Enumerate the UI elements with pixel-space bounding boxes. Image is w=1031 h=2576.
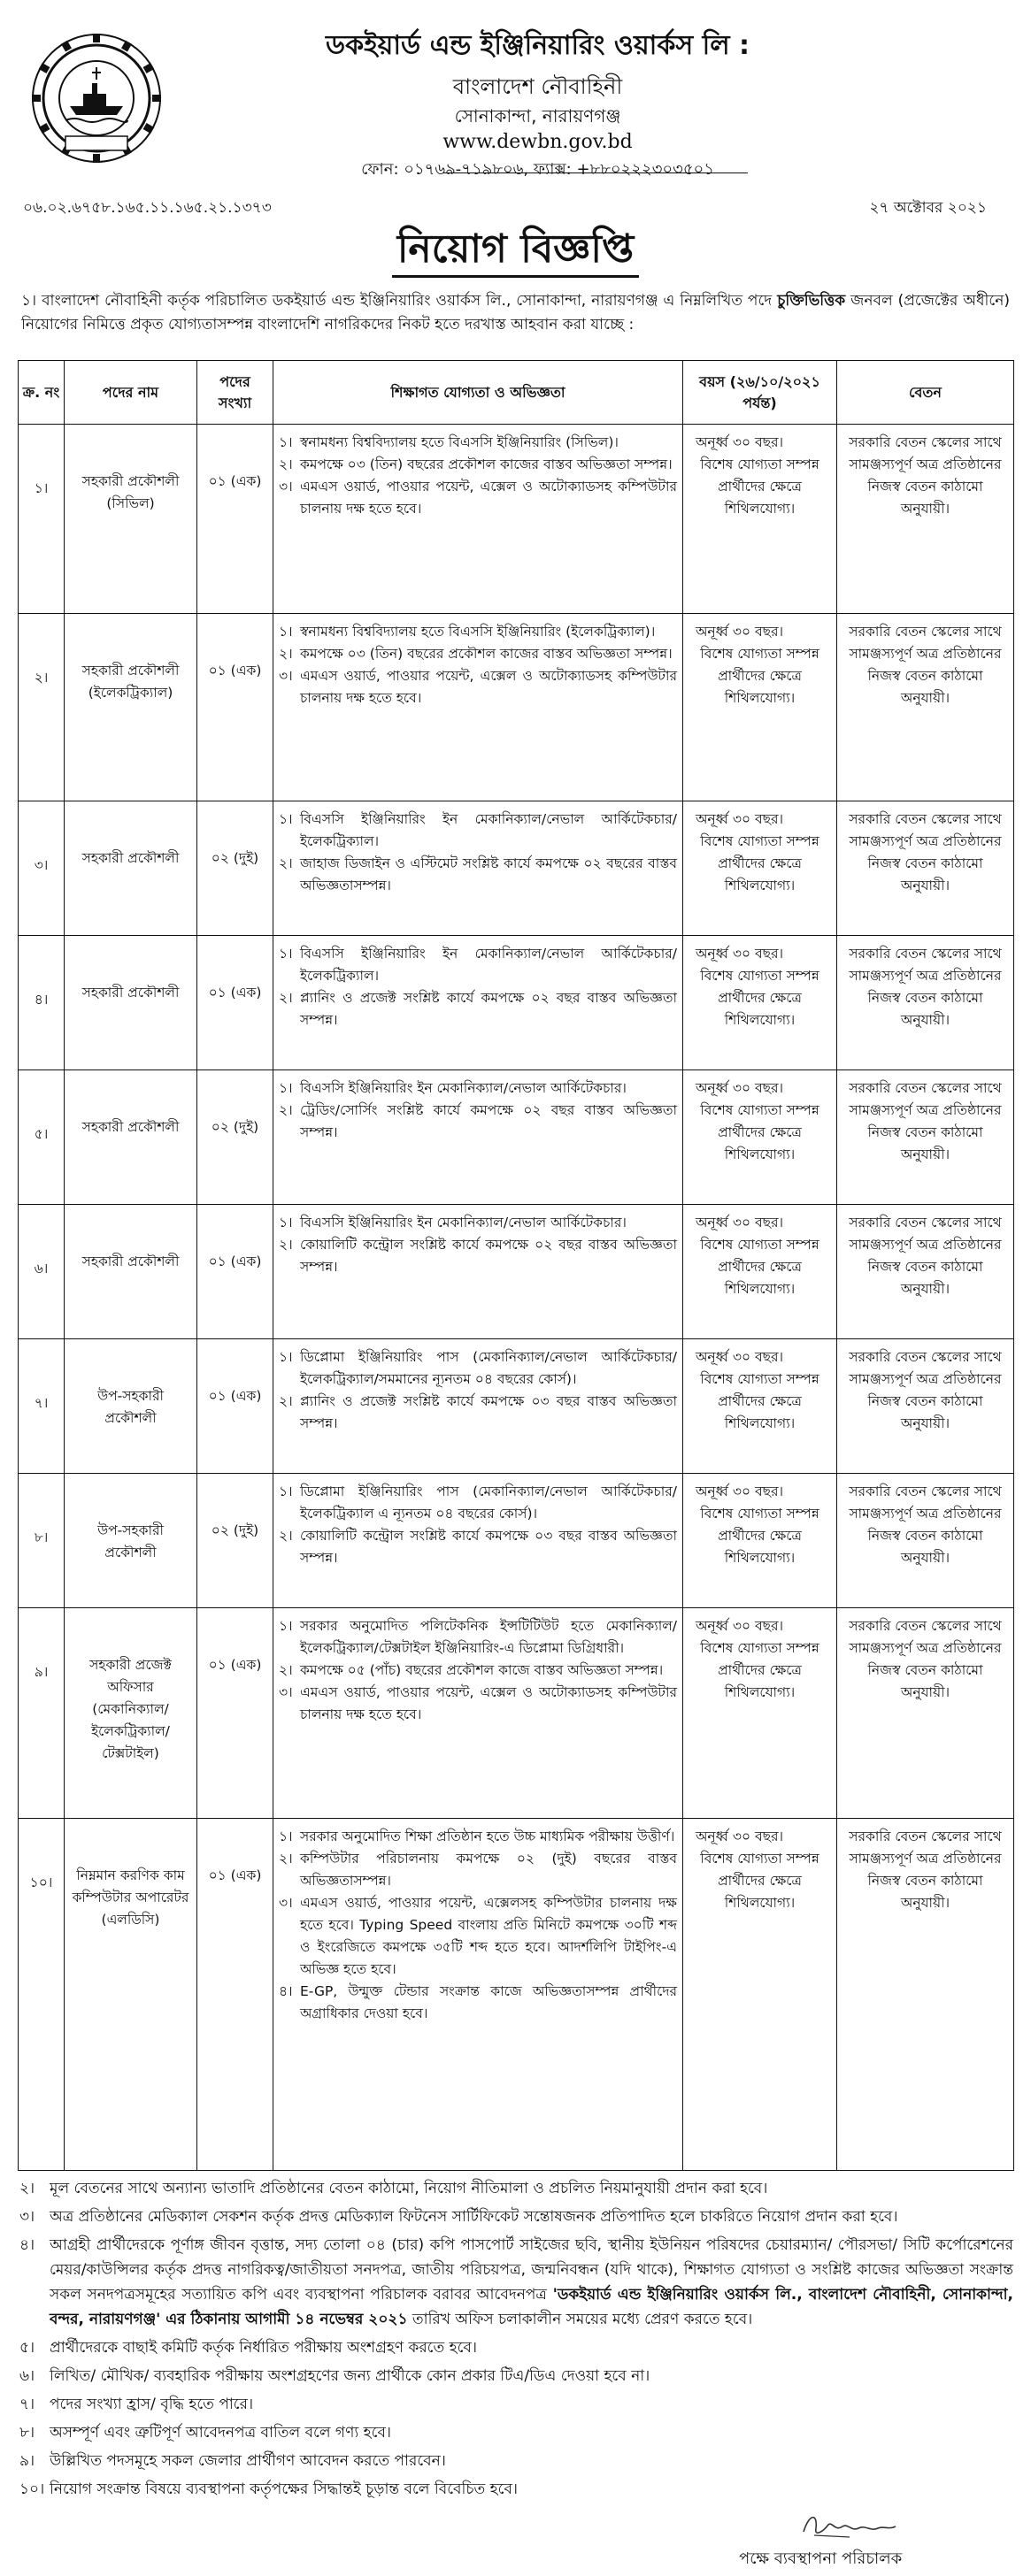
qualification-item xyxy=(279,665,677,709)
row-salary: সরকারি বেতন স্কেলের সাথে সামঞ্জস্যপূর্ণ অত্র প্রতিষ্ঠানের নিজস্ব বেতন কাঠামো অনুযায়ী। xyxy=(837,801,1014,936)
col-header-post: পদের নাম xyxy=(65,361,197,425)
qualification-text: সরকার অনুমোদিত শিক্ষা প্রতিষ্ঠান হতে উচ্চ মাধ্যমিক পরীক্ষায় উত্তীর্ণ। xyxy=(300,1828,675,1844)
qualification-item xyxy=(279,643,677,665)
row-qualifications xyxy=(273,1608,683,1819)
website: www.dewbn.gov.bd xyxy=(442,131,633,153)
row-serial: ১। xyxy=(19,425,65,614)
row-post-count: ০১ (এক) xyxy=(197,425,273,614)
row-post-count: ০১ (এক) xyxy=(197,1819,273,2171)
signature-block xyxy=(18,2505,1013,2576)
qualification-text: প্ল্যানিং ও প্রজেক্ট সংশ্লিষ্ট কার্যে কমপক্ষে ০২ বছর বাস্তব অভিজ্ঞতা সম্পন্ন। xyxy=(300,990,677,1028)
table-row xyxy=(19,1474,1014,1608)
notes-section xyxy=(18,2176,1013,2502)
qualification-text: এমএস ওয়ার্ড, পাওয়ার পয়েন্ট, এক্সেল ও অটোক্যাডসহ কম্পিউটার চালনায় দক্ষ হতে হবে। xyxy=(300,479,677,517)
dew-logo-icon xyxy=(30,32,163,165)
page-title: নিয়োগ বিজ্ঞপ্তি xyxy=(392,224,639,278)
age-line: প্রার্থীদের ক্ষেত্রে xyxy=(718,1873,802,1889)
qualification-text: কমপক্ষে ০৫ (পাঁচ) বছরের প্রকৌশল কাজে বাস্তব অভিজ্ঞতা সম্পন্ন। xyxy=(300,1662,664,1678)
age-line: প্রার্থীদের ক্ষেত্রে xyxy=(718,1528,802,1544)
vacancy-table xyxy=(18,360,1014,2171)
qualification-item xyxy=(279,1892,677,1981)
row-serial: ৪। xyxy=(19,936,65,1070)
note-item xyxy=(18,2477,1013,2502)
table-row xyxy=(19,936,1014,1070)
note-item xyxy=(18,2176,1013,2201)
qualification-number: ১। xyxy=(279,946,293,962)
row-qualifications xyxy=(273,425,683,614)
qualification-item xyxy=(279,1682,677,1726)
col-header-age: বয়স (২৬/১০/২০২১ পর্যন্ত) xyxy=(683,361,837,425)
note-number: ৬। xyxy=(19,2367,35,2385)
table-header-row xyxy=(19,361,1014,425)
letterhead-text xyxy=(195,28,881,182)
qualification-number: ২। xyxy=(279,855,293,871)
qualification-number: ২। xyxy=(279,990,293,1006)
note-text-part: মূল বেতনের সাথে অন্যান্য ভাতাদি প্রতিষ্ঠানের বেতন কাঠামো, নিয়োগ নীতিমালা ও প্রচলিত নিয়মানুযায়ী প্রদান করা হবে। xyxy=(50,2180,768,2197)
table-row xyxy=(19,801,1014,936)
qualification-text: স্বনামধন্য বিশ্ববিদ্যালয় হতে বিএসসি ইঞ্জিনিয়ারিং (ইলেকট্রিক্যাল)। xyxy=(300,624,656,640)
row-post-count: ০২ (দুই) xyxy=(197,801,273,936)
age-line: শিথিলযোগ্য। xyxy=(724,1281,796,1297)
age-line: অনূর্ধ্ব ৩০ বছর। xyxy=(696,1349,784,1365)
row-serial: ৮। xyxy=(19,1474,65,1608)
qualification-number: ৩। xyxy=(279,1684,293,1700)
row-post-name: উপ-সহকারী প্রকৌশলী xyxy=(65,1339,197,1474)
qualification-item xyxy=(279,1346,677,1391)
row-salary: সরকারি বেতন স্কেলের সাথে সামঞ্জস্যপূর্ণ অত্র প্রতিষ্ঠানের নিজস্ব বেতন কাঠামো অনুযায়ী। xyxy=(837,1205,1014,1339)
row-age-limit xyxy=(683,1474,837,1608)
note-text xyxy=(50,2392,1013,2417)
age-line: অনূর্ধ্ব ৩০ বছর। xyxy=(696,1828,784,1844)
note-number: ৭। xyxy=(19,2396,35,2413)
age-line: প্রার্থীদের ক্ষেত্রে xyxy=(718,1259,802,1275)
qualification-text: কম্পিউটার পরিচালনায় কমপক্ষে ০২ (দুই) বছরের বাস্তব অভিজ্ঞতাসম্পন্ন। xyxy=(300,1851,677,1889)
qualification-text: বিএসসি ইঞ্জিনিয়ারিং ইন মেকানিক্যাল/নেভাল আর্কিটেকচার/ইলেকট্রিক্যাল। xyxy=(300,946,677,984)
row-age-limit xyxy=(683,1608,837,1819)
note-text xyxy=(50,2204,1013,2229)
qualification-item xyxy=(279,809,677,853)
reference-row xyxy=(18,194,1013,224)
row-post-count: ০১ (এক) xyxy=(197,614,273,801)
age-line: শিথিলযোগ্য। xyxy=(724,1146,796,1162)
note-number: ৫। xyxy=(19,2339,35,2357)
qualification-item xyxy=(279,943,677,987)
intro-text-1: বাংলাদেশ নৌবাহিনী কর্তৃক পরিচালিত ডকইয়ার্ড এন্ড ইঞ্জিনিয়ারিং ওয়ার্কস লি., সোনাকান্দা, নারায়ণগঞ্জ এ নিম্নলিখিত পদে xyxy=(42,292,773,310)
age-line: বিশেষ যোগ্যতা সম্পন্ন xyxy=(700,1640,819,1656)
qualification-number: ২। xyxy=(279,646,293,662)
qualification-item xyxy=(279,1848,677,1892)
signature-icon xyxy=(796,2505,903,2544)
qualification-item xyxy=(279,454,677,476)
note-item xyxy=(18,2233,1013,2332)
age-line: প্রার্থীদের ক্ষেত্রে xyxy=(718,855,802,871)
qualification-text: ডিপ্লোমা ইঞ্জিনিয়ারিং পাস (মেকানিক্যাল/নেভাল আর্কিটেকচার/ইলেকট্রিক্যাল/সমমানের ন্যূনতম ০৪ বছরের কোর্স)। xyxy=(300,1349,677,1387)
table-row xyxy=(19,1205,1014,1339)
age-line: প্রার্থীদের ক্ষেত্রে xyxy=(718,990,802,1006)
row-post-name: সহকারী প্রকৌশলী xyxy=(65,1205,197,1339)
row-qualifications xyxy=(273,936,683,1070)
age-line: বিশেষ যোগ্যতা সম্পন্ন xyxy=(700,968,819,984)
note-item xyxy=(18,2392,1013,2417)
row-serial: ৭। xyxy=(19,1339,65,1474)
row-qualifications xyxy=(273,801,683,936)
age-line: বিশেষ যোগ্যতা সম্পন্ন xyxy=(700,456,819,472)
signatory: পক্ষে ব্যবস্থাপনা পরিচালক xyxy=(739,2549,903,2568)
note-text xyxy=(50,2449,1013,2473)
note-number: ৩। xyxy=(19,2208,35,2226)
row-salary: সরকারি বেতন স্কেলের সাথে সামঞ্জস্যপূর্ণ অত্র প্রতিষ্ঠানের নিজস্ব বেতন কাঠামো অনুযায়ী। xyxy=(837,1819,1014,2171)
age-line: প্রার্থীদের ক্ষেত্রে xyxy=(718,479,802,494)
table-row xyxy=(19,1070,1014,1205)
table-row xyxy=(19,1819,1014,2171)
note-text xyxy=(50,2176,1013,2201)
qualification-number: ৩। xyxy=(279,479,293,494)
row-post-count: ০২ (দুই) xyxy=(197,1474,273,1608)
note-item xyxy=(18,2204,1013,2229)
qualification-text: কোয়ালিটি কন্ট্রোল সংশ্লিষ্ট কার্যে কমপক্ষে ০২ বছর বাস্তব অভিজ্ঞতা সম্পন্ন। xyxy=(300,1237,677,1275)
row-qualifications xyxy=(273,1070,683,1205)
qualification-item xyxy=(279,621,677,643)
qualification-item xyxy=(279,476,677,520)
age-line: শিথিলযোগ্য। xyxy=(724,878,796,893)
qualification-number: ২। xyxy=(279,1851,293,1867)
qualification-item xyxy=(279,853,677,897)
table-row xyxy=(19,1339,1014,1474)
age-line: শিথিলযোগ্য। xyxy=(724,1684,796,1700)
col-header-salary: বেতন xyxy=(837,361,1014,425)
qualification-number: ২। xyxy=(279,1528,293,1544)
age-line: শিথিলযোগ্য। xyxy=(724,1415,796,1431)
qualification-number: ৩। xyxy=(279,668,293,684)
qualification-text: সরকার অনুমোদিত পলিটেকনিক ইন্সটিটিউট হতে মেকানিক্যাল/ইলেকট্রিক্যাল/টেক্সটাইল ইঞ্জিনিয়ারিং-এ ডিপ্লোমা ডিগ্রিধারী। xyxy=(300,1618,677,1656)
qualification-number: ২। xyxy=(279,456,293,472)
age-line: বিশেষ যোগ্যতা সম্পন্ন xyxy=(700,833,819,849)
note-text-part: লিখিত/ মৌখিক/ ব্যবহারিক পরীক্ষায় অংশগ্রহণের জন্য প্রার্থীকে কোন প্রকার টিএ/ডিএ দেওয়া হবে না। xyxy=(50,2367,650,2385)
qualification-number: ১। xyxy=(279,434,293,450)
organization-name: ডকইয়ার্ড এন্ড ইঞ্জিনিয়ারিং ওয়ার্কস লি : xyxy=(326,30,750,61)
qualification-item xyxy=(279,1615,677,1660)
qualification-number: ১। xyxy=(279,811,293,827)
row-age-limit xyxy=(683,1819,837,2171)
row-serial: ২। xyxy=(19,614,65,801)
note-number: ৯। xyxy=(19,2452,35,2470)
vacancy-rows xyxy=(19,425,1014,2171)
note-text-part: প্রার্থীদেরকে বাছাই কমিটি কর্তৃক নির্ধারিত পরীক্ষায় অংশগ্রহণ করতে হবে। xyxy=(50,2339,477,2357)
row-post-name: সহকারী প্রজেক্ট অফিসার (মেকানিক্যাল/ ইলেকট্রিক্যাল/ টেক্সটাইল) xyxy=(65,1608,197,1819)
row-post-count: ০১ (এক) xyxy=(197,1339,273,1474)
qualification-item xyxy=(279,1212,677,1234)
col-header-qualification: শিক্ষাগত যোগ্যতা ও অভিজ্ঞতা xyxy=(273,361,683,425)
location: সোনাকান্দা, নারায়ণগঞ্জ xyxy=(454,105,621,126)
phone-fax: ফোন: ০১৭৬৯-৭১৯৮০৬, ফ্যাক্স: +৮৮০২২২৩০৩৫০১ xyxy=(361,160,714,179)
age-line: অনূর্ধ্ব ৩০ বছর। xyxy=(696,624,784,640)
qualification-number: ২। xyxy=(279,1662,293,1678)
note-text xyxy=(50,2335,1013,2360)
age-line: অনূর্ধ্ব ৩০ বছর। xyxy=(696,1618,784,1634)
note-text xyxy=(50,2233,1013,2332)
qualification-number: ৩। xyxy=(279,1895,293,1911)
row-post-name: সহকারী প্রকৌশলী (ইলেকট্রিক্যাল) xyxy=(65,614,197,801)
qualification-text: বিএসসি ইঞ্জিনিয়ারিং ইন মেকানিক্যাল/নেভাল আর্কিটেকচার/ইলেকট্রিক্যাল। xyxy=(300,811,677,849)
qualification-item xyxy=(279,987,677,1031)
age-line: শিথিলযোগ্য। xyxy=(724,501,796,517)
qualification-text: কোয়ালিটি কন্ট্রোল সংশ্লিষ্ট কার্যে কমপক্ষে ০৩ বছর বাস্তব অভিজ্ঞতা সম্পন্ন। xyxy=(300,1528,677,1566)
qualification-text: কমপক্ষে ০৩ (তিন) বছরের প্রকৌশল কাজের বাস্তব অভিজ্ঞতা সম্পন্ন। xyxy=(300,646,673,662)
qualification-item xyxy=(279,1826,677,1848)
row-salary: সরকারি বেতন স্কেলের সাথে সামঞ্জস্যপূর্ণ অত্র প্রতিষ্ঠানের নিজস্ব বেতন কাঠামো অনুযায়ী। xyxy=(837,1608,1014,1819)
note-text-part: অত্র প্রতিষ্ঠানের মেডিক্যাল সেকশন কর্তৃক প্রদত্ত মেডিক্যাল ফিটনেস সার্টিফিকেট সন্তোষজনক প্রতিপাদিত হলে চাকরিতে নিয়োগ প্রদান করা হবে। xyxy=(50,2208,898,2226)
age-line: প্রার্থীদের ক্ষেত্রে xyxy=(718,1662,802,1678)
qualification-number: ২। xyxy=(279,1237,293,1253)
title-block xyxy=(18,224,1013,282)
row-post-name: সহকারী প্রকৌশলী xyxy=(65,1070,197,1205)
table-row xyxy=(19,425,1014,614)
note-text-part: পদের সংখ্যা হ্রাস/ বৃদ্ধি হতে পারে। xyxy=(50,2396,254,2413)
row-qualifications xyxy=(273,1339,683,1474)
qualification-text: প্ল্যানিং ও প্রজেক্ট সংশ্লিষ্ট কার্যে কমপক্ষে ০৩ বছর বাস্তব অভিজ্ঞতা সম্পন্ন। xyxy=(300,1393,677,1431)
row-serial: ৩। xyxy=(19,801,65,936)
qualification-item xyxy=(279,1100,677,1144)
row-age-limit xyxy=(683,1205,837,1339)
qualification-number: ২। xyxy=(279,1393,293,1409)
qualification-text: E-GP, উন্মুক্ত টেন্ডার সংক্রান্ত কাজে অভিজ্ঞতাসম্পন্ন প্রার্থীদের অগ্রাধিকার দেওয়া হবে। xyxy=(300,1983,677,2021)
table-row xyxy=(19,1608,1014,1819)
navy-name: বাংলাদেশ নৌবাহিনী xyxy=(452,74,623,99)
table-row xyxy=(19,614,1014,801)
row-salary: সরকারি বেতন স্কেলের সাথে সামঞ্জস্যপূর্ণ অত্র প্রতিষ্ঠানের নিজস্ব বেতন কাঠামো অনুযায়ী। xyxy=(837,1070,1014,1205)
age-line: প্রার্থীদের ক্ষেত্রে xyxy=(718,668,802,684)
row-post-name: উপ-সহকারী প্রকৌশলী xyxy=(65,1474,197,1608)
age-line: শিথিলযোগ্য। xyxy=(724,1895,796,1911)
note-text-part: অসম্পূর্ণ এবং ত্রুটিপূর্ণ আবেদনপত্র বাতিল বলে গণ্য হবে। xyxy=(50,2424,391,2442)
intro-number: ১। xyxy=(21,292,37,310)
row-salary: সরকারি বেতন স্কেলের সাথে সামঞ্জস্যপূর্ণ অত্র প্রতিষ্ঠানের নিজস্ব বেতন কাঠামো অনুযায়ী। xyxy=(837,1339,1014,1474)
row-post-name: সহকারী প্রকৌশলী (সিভিল) xyxy=(65,425,197,614)
qualification-item xyxy=(279,1077,677,1100)
header-divider xyxy=(442,172,748,173)
qualification-number: ৪। xyxy=(279,1983,293,1999)
note-text-part: নিয়োগ সংক্রান্ত বিষয়ে ব্যবস্থাপনা কর্তৃপক্ষের সিদ্ধান্তই চূড়ান্ত বলে বিবেচিত হবে। xyxy=(50,2480,518,2498)
qualification-number: ১। xyxy=(279,1618,293,1634)
qualification-number: ১। xyxy=(279,1215,293,1230)
qualification-item xyxy=(279,1391,677,1435)
qualification-text: ট্রেডিং/সোর্সিং সংশ্লিষ্ট কার্যে কমপক্ষে ০২ বছর বাস্তব অভিজ্ঞতা সম্পন্ন। xyxy=(300,1102,677,1140)
row-age-limit xyxy=(683,425,837,614)
qualification-item xyxy=(279,1481,677,1525)
age-line: বিশেষ যোগ্যতা সম্পন্ন xyxy=(700,1506,819,1522)
qualification-item xyxy=(279,1234,677,1278)
note-item xyxy=(18,2449,1013,2473)
issue-date: ২৭ অক্টোবর ২০২১ xyxy=(869,199,987,217)
qualification-number: ১। xyxy=(279,1484,293,1499)
age-line: অনূর্ধ্ব ৩০ বছর। xyxy=(696,1484,784,1499)
note-text xyxy=(50,2364,1013,2388)
age-line: অনূর্ধ্ব ৩০ বছর। xyxy=(696,1215,784,1230)
age-line: প্রার্থীদের ক্ষেত্রে xyxy=(718,1393,802,1409)
row-serial: ৬। xyxy=(19,1205,65,1339)
age-line: বিশেষ যোগ্যতা সম্পন্ন xyxy=(700,1371,819,1387)
row-serial: ৫। xyxy=(19,1070,65,1205)
row-salary: সরকারি বেতন স্কেলের সাথে সামঞ্জস্যপূর্ণ অত্র প্রতিষ্ঠানের নিজস্ব বেতন কাঠামো অনুযায়ী। xyxy=(837,1474,1014,1608)
qualification-text: এমএস ওয়ার্ড, পাওয়ার পয়েন্ট, এক্সেলসহ কম্পিউটার চালনায় দক্ষ হতে হবে। Typing Speed বাংলায় প্রতি মিনিটে কমপক্ষে ৩০টি শব্দ ও ইংরেজিতে কমপক্ষে ৩৫টি শব্দ হতে হবে। আদর্শলিপি টাইপিং-এ অভিজ্ঞ হতে হবে। xyxy=(300,1895,677,1977)
row-serial: ৯। xyxy=(19,1608,65,1819)
note-number: ৪। xyxy=(19,2236,35,2254)
note-number: ২। xyxy=(19,2180,35,2197)
memo-number: ০৬.০২.৬৭৫৮.১৬৫.১১.১৬৫.২১.১৩৭৩ xyxy=(23,199,272,217)
intro-paragraph xyxy=(18,282,1013,360)
age-line: অনূর্ধ্ব ৩০ বছর। xyxy=(696,434,784,450)
row-qualifications xyxy=(273,614,683,801)
qualification-number: ১। xyxy=(279,1828,293,1844)
row-salary: সরকারি বেতন স্কেলের সাথে সামঞ্জস্যপূর্ণ অত্র প্রতিষ্ঠানের নিজস্ব বেতন কাঠামো অনুযায়ী। xyxy=(837,936,1014,1070)
qualification-text: এমএস ওয়ার্ড, পাওয়ার পয়েন্ট, এক্সেল ও অটোক্যাডসহ কম্পিউটার চালনায় দক্ষ হতে হবে। xyxy=(300,668,677,706)
row-post-count: ০১ (এক) xyxy=(197,1608,273,1819)
note-text xyxy=(50,2420,1013,2445)
row-salary: সরকারি বেতন স্কেলের সাথে সামঞ্জস্যপূর্ণ অত্র প্রতিষ্ঠানের নিজস্ব বেতন কাঠামো অনুযায়ী। xyxy=(837,614,1014,801)
row-age-limit xyxy=(683,936,837,1070)
qualification-number: ১। xyxy=(279,1080,293,1096)
age-line: শিথিলযোগ্য। xyxy=(724,1550,796,1566)
qualification-number: ১। xyxy=(279,624,293,640)
col-header-sl: ক্র. নং xyxy=(19,361,65,425)
row-age-limit xyxy=(683,801,837,936)
row-post-count: ০২ (দুই) xyxy=(197,1070,273,1205)
row-post-name: নিম্নমান করণিক কাম কম্পিউটার অপারেটর (এলডিসি) xyxy=(65,1819,197,2171)
note-item xyxy=(18,2420,1013,2445)
qualification-text: স্বনামধন্য বিশ্ববিদ্যালয় হতে বিএসসি ইঞ্জিনিয়ারিং (সিভিল)। xyxy=(300,434,619,450)
row-age-limit xyxy=(683,1339,837,1474)
qualification-text: এমএস ওয়ার্ড, পাওয়ার পয়েন্ট, এক্সেল ও অটোক্যাডসহ কম্পিউটার চালনায় দক্ষ হতে হবে। xyxy=(300,1684,677,1722)
row-salary: সরকারি বেতন স্কেলের সাথে সামঞ্জস্যপূর্ণ অত্র প্রতিষ্ঠানের নিজস্ব বেতন কাঠামো অনুযায়ী। xyxy=(837,425,1014,614)
qualification-text: জাহাজ ডিজাইন ও এস্টিমেট সংশ্লিষ্ট কার্যে কমপক্ষে ০২ বছরের বাস্তব অভিজ্ঞতাসম্পন্ন। xyxy=(300,855,677,893)
note-text-part: উল্লিখিত পদসমূহে সকল জেলার প্রার্থীগণ আবেদন করতে পারবেন। xyxy=(50,2452,446,2470)
row-qualifications xyxy=(273,1474,683,1608)
row-serial: ১০। xyxy=(19,1819,65,2171)
qualification-item xyxy=(279,1525,677,1569)
qualification-item xyxy=(279,1660,677,1682)
age-line: অনূর্ধ্ব ৩০ বছর। xyxy=(696,1080,784,1096)
col-header-count: পদের সংখ্যা xyxy=(197,361,273,425)
row-post-count: ০১ (এক) xyxy=(197,936,273,1070)
row-post-name: সহকারী প্রকৌশলী xyxy=(65,801,197,936)
letterhead xyxy=(18,12,1013,194)
note-text xyxy=(50,2477,1013,2502)
row-qualifications xyxy=(273,1819,683,2171)
note-number: ৮। xyxy=(19,2424,35,2442)
note-bold-address: 'ডকইয়ার্ড এন্ড ইঞ্জিনিয়ারিং ওয়ার্কস লি., বাংলাদেশ নৌবাহিনী, সোনাকান্দা, বন্দর, নারায়ণগঞ্জ' এর ঠিকানায় আগামী ১৪ নভেম্বর ২০২১ xyxy=(50,2286,1014,2328)
qualification-text: কমপক্ষে ০৩ (তিন) বছরের প্রকৌশল কাজের বাস্তব অভিজ্ঞতা সম্পন্ন। xyxy=(300,456,673,472)
age-line: বিশেষ যোগ্যতা সম্পন্ন xyxy=(700,1102,819,1118)
qualification-number: ২। xyxy=(279,1102,293,1118)
age-line: অনূর্ধ্ব ৩০ বছর। xyxy=(696,811,784,827)
age-line: শিথিলযোগ্য। xyxy=(724,1012,796,1028)
note-item xyxy=(18,2335,1013,2360)
row-qualifications xyxy=(273,1205,683,1339)
age-line: প্রার্থীদের ক্ষেত্রে xyxy=(718,1124,802,1140)
qualification-number: ১। xyxy=(279,1349,293,1365)
qualification-text: বিএসসি ইঞ্জিনিয়ারিং ইন মেকানিক্যাল/নেভাল আর্কিটেকচার। xyxy=(300,1215,627,1230)
note-number: ১০। xyxy=(19,2480,45,2498)
age-line: শিথিলযোগ্য। xyxy=(724,690,796,706)
qualification-item xyxy=(279,432,677,454)
row-post-name: সহকারী প্রকৌশলী xyxy=(65,936,197,1070)
row-age-limit xyxy=(683,614,837,801)
intro-text-2: জনবল (প্রজেক্টের অধীনে) নিয়োগের নিমিত্তে প্রকৃত যোগ্যতাসম্পন্ন বাংলাদেশি নাগরিকদের নিকট হতে দরখাস্ত আহবান করা যাচ্ছে : xyxy=(21,292,1011,334)
age-line: অনূর্ধ্ব ৩০ বছর। xyxy=(696,946,784,962)
qualification-text: বিএসসি ইঞ্জিনিয়ারিং ইন মেকানিক্যাল/নেভাল আর্কিটেকচার। xyxy=(300,1080,627,1096)
row-post-count: ০১ (এক) xyxy=(197,1205,273,1339)
note-item xyxy=(18,2364,1013,2388)
age-line: বিশেষ যোগ্যতা সম্পন্ন xyxy=(700,1237,819,1253)
qualification-item xyxy=(279,1981,677,2025)
row-age-limit xyxy=(683,1070,837,1205)
intro-bold: চুক্তিভিত্তিক xyxy=(777,292,846,310)
note-text-part: আগ্রহী প্রার্থীদেরকে পূর্ণাঙ্গ জীবন বৃত্তান্ত, সদ্য তোলা ০৪ (চার) কপি পাসপোর্ট সাইজের ছবি, স্থানীয় ইউনিয়ন পরিষদের চেয়ারম্যান/ পৌরসভা/ সিটি কর্পোরেশনের মেয়র/কাউন্সিলর কর্তৃক প্রদত্ত নাগরিকত্ব/জাতীয়তা সনদপত্র, জাতীয় পরিচয়পত্র, জন্মনিবন্ধন (যদি থাকে), শিক্ষাগত যোগ্যতা ও সংশ্লিষ্ট কাজের অভিজ্ঞতা সংক্রান্ত সকল সনদপত্রসমূহের সত্যায়িত কপি এবং ব্যবস্থাপনা পরিচালক বরাবর আবেদনপত্র xyxy=(50,2236,1013,2304)
note-text-part: তারিখ অফিস চলাকালীন সময়ের মধ্যে প্রেরণ করতে হবে। xyxy=(407,2311,753,2328)
age-line: বিশেষ যোগ্যতা সম্পন্ন xyxy=(700,646,819,662)
age-line: বিশেষ যোগ্যতা সম্পন্ন xyxy=(700,1851,819,1867)
qualification-text: ডিপ্লোমা ইঞ্জিনিয়ারিং পাস (মেকানিক্যাল/নেভাল আর্কিটেকচার/ইলেকট্রিক্যাল এ ন্যূনতম ০৪ বছরের কোর্স)। xyxy=(300,1484,677,1522)
